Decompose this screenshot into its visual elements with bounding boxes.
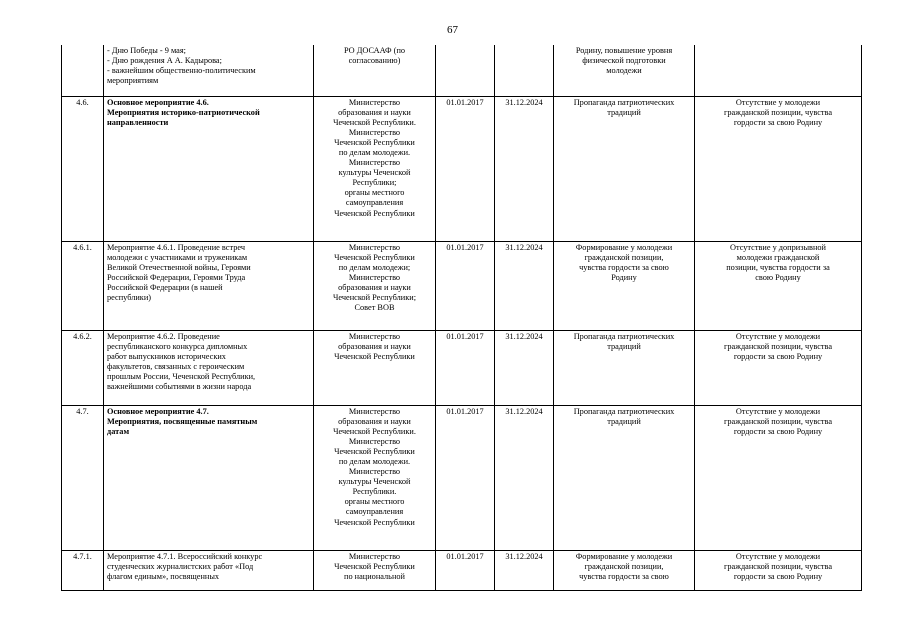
activity-name-line: - Дню рождения А А. Кадырова; (107, 56, 222, 66)
consequence-line: гражданской позиции, чувства (723, 416, 833, 426)
consequence-cell (695, 405, 862, 550)
activity-name-line: Российской Федерации (в нашей (107, 282, 223, 292)
executor-line: Министерство (348, 467, 401, 477)
expected-result-line: Пропаганда патриотических (573, 97, 675, 107)
activity-name-line: республики) (107, 292, 152, 302)
end-date-cell: 31.12.2024 (495, 405, 554, 550)
page-number: 67 (447, 24, 458, 36)
executor-line: Чеченской Республики (334, 446, 415, 456)
executor-line: Министерство (348, 331, 401, 341)
consequence-cell (695, 241, 862, 330)
executor-line: образования и науки (338, 341, 411, 351)
activity-name-line: Основное мероприятие 4.7. (107, 406, 209, 416)
executor-line: по национальной (344, 571, 405, 581)
consequence-line: позиции, чувства гордости за (726, 262, 830, 272)
executor-cell (314, 96, 436, 241)
consequence-line: свою Родину (755, 272, 801, 282)
consequence-line: гражданской позиции, чувства (723, 561, 833, 571)
executor-line: Министерство (348, 97, 401, 107)
expected-result-line: Формирование у молодежи (575, 551, 673, 561)
start-date-cell: 01.01.2017 (436, 241, 495, 330)
executor-cell (314, 45, 436, 96)
executor-line: образования и науки (338, 416, 411, 426)
activity-name-line: студенческих журналистских работ «Под (107, 561, 254, 571)
consequence-cell (695, 550, 862, 590)
executor-line: Совет ВОВ (354, 303, 395, 313)
activity-name-cell (104, 330, 314, 405)
start-date-cell: 01.01.2017 (436, 550, 495, 590)
table-row (62, 241, 862, 330)
expected-result-line: Пропаганда патриотических (573, 406, 675, 416)
table-row (62, 405, 862, 550)
executor-line: Чеченской Республики (334, 517, 415, 527)
executor-line: культуры Чеченской (338, 168, 411, 178)
start-date-cell: 01.01.2017 (436, 330, 495, 405)
executor-line: Чеченской Республики (334, 208, 415, 218)
start-date-cell: 01.01.2017 (436, 96, 495, 241)
executor-line: Чеченской Республики (334, 561, 415, 571)
activity-name-line: республиканского конкурса дипломных (107, 341, 248, 351)
activity-name-line: Мероприятия, посвященные памятным (107, 416, 258, 426)
expected-result-line: традиций (607, 416, 641, 426)
consequence-line: гордости за свою Родину (733, 426, 823, 436)
activity-name-line: прошлым России, Чеченской Республики, (107, 371, 256, 381)
expected-result-line: молодежи (606, 66, 642, 76)
executor-line: органы местного (344, 188, 405, 198)
activity-name-cell (104, 96, 314, 241)
executor-line: Министерство (348, 551, 401, 561)
activity-name-line: факультетов, связанных с героическим (107, 361, 245, 371)
expected-result-cell (554, 405, 695, 550)
row-number-cell: 4.6. (62, 96, 104, 241)
activity-name-line: мероприятиям (107, 76, 159, 86)
expected-result-cell (554, 45, 695, 96)
row-number-cell: 4.7. (62, 405, 104, 550)
consequence-cell (695, 96, 862, 241)
activity-name-line: работ выпускников исторических (107, 351, 226, 361)
expected-result-cell (554, 96, 695, 241)
executor-line: культуры Чеченской (338, 477, 411, 487)
expected-result-line: Родину (611, 272, 637, 282)
activity-name-line: флагом единым», посвященных (107, 571, 220, 581)
end-date-cell (495, 45, 554, 96)
expected-result-line: традиций (607, 341, 641, 351)
activity-name-cell (104, 405, 314, 550)
activity-name-cell (104, 45, 314, 96)
activity-name-line: молодежи с участниками и труженикам (107, 252, 248, 262)
end-date-cell: 31.12.2024 (495, 96, 554, 241)
consequence-line: молодежи гражданской (736, 252, 820, 262)
table-row (62, 96, 862, 241)
consequence-line: Отсутствие у молодежи (735, 406, 821, 416)
consequence-cell (695, 45, 862, 96)
expected-result-cell (554, 330, 695, 405)
consequence-line: Отсутствие у молодежи (735, 97, 821, 107)
expected-result-line: гражданской позиции, (584, 561, 664, 571)
program-table (61, 45, 862, 591)
row-number-cell: 4.6.1. (62, 241, 104, 330)
consequence-line: Отсутствие у допризывной (729, 242, 826, 252)
executor-line: Министерство (348, 436, 401, 446)
row-number-cell: 4.6.2. (62, 330, 104, 405)
executor-cell (314, 330, 436, 405)
executor-line: по делам молодежи. (338, 147, 411, 157)
executor-cell (314, 241, 436, 330)
activity-name-line: Мероприятие 4.6.1. Проведение встреч (107, 242, 246, 252)
expected-result-line: гражданской позиции, (584, 252, 664, 262)
expected-result-line: традиций (607, 107, 641, 117)
activity-name-line: Великой Отечественной войны, Героями (107, 262, 251, 272)
activity-name-line: Основное мероприятие 4.6. (107, 97, 209, 107)
executor-line: РО ДОСААФ (по (343, 46, 406, 55)
activity-name-line: Российской Федерации, Героями Труда (107, 272, 246, 282)
executor-cell (314, 405, 436, 550)
executor-line: Министерство (348, 242, 401, 252)
executor-line: образования и науки (338, 282, 411, 292)
expected-result-line: Формирование у молодежи (575, 242, 673, 252)
executor-line: Чеченской Республики (334, 252, 415, 262)
consequence-line: гражданской позиции, чувства (723, 107, 833, 117)
expected-result-line: Пропаганда патриотических (573, 331, 675, 341)
consequence-line: Отсутствие у молодежи (735, 331, 821, 341)
consequence-line: гражданской позиции, чувства (723, 341, 833, 351)
executor-line: Министерство (348, 272, 401, 282)
expected-result-line: Родину, повышение уровня (575, 46, 673, 55)
executor-line: Министерство (348, 127, 401, 137)
expected-result-line: чувства гордости за свою (579, 571, 669, 581)
expected-result-cell (554, 550, 695, 590)
consequence-line: гордости за свою Родину (733, 571, 823, 581)
activity-name-cell (104, 550, 314, 590)
executor-line: по делам молодежи. (338, 456, 411, 466)
consequence-cell (695, 330, 862, 405)
table-row (62, 45, 862, 96)
executor-line: Чеченской Республики (334, 351, 415, 361)
table-row (62, 550, 862, 590)
expected-result-line: физической подготовки (582, 56, 666, 66)
end-date-cell: 31.12.2024 (495, 550, 554, 590)
executor-line: образования и науки (338, 107, 411, 117)
executor-line: органы местного (344, 497, 405, 507)
row-number-cell: 4.7.1. (62, 550, 104, 590)
table-row (62, 330, 862, 405)
executor-line: Республики; (352, 178, 397, 188)
activity-name-cell (104, 241, 314, 330)
expected-result-line: чувства гордости за свою (579, 262, 669, 272)
executor-line: самоуправления (345, 198, 404, 208)
activity-name-line: датам (107, 426, 130, 436)
end-date-cell: 31.12.2024 (495, 241, 554, 330)
row-number-cell (62, 45, 104, 96)
executor-line: Чеченской Республики. (333, 117, 416, 127)
activity-name-line: Мероприятия историко-патриотической (107, 107, 260, 117)
executor-line: Чеченской Республики. (333, 426, 416, 436)
executor-line: Республики. (352, 487, 397, 497)
executor-line: Чеченской Республики (334, 137, 415, 147)
executor-line: Министерство (348, 406, 401, 416)
executor-line: самоуправления (345, 507, 404, 517)
consequence-line: гордости за свою Родину (733, 117, 823, 127)
executor-cell (314, 550, 436, 590)
activity-name-line: важнейшими событиями в жизни народа (107, 381, 252, 391)
activity-name-line: - Дню Победы - 9 мая; (107, 46, 186, 55)
activity-name-line: Мероприятие 4.6.2. Проведение (107, 331, 220, 341)
activity-name-line: Мероприятие 4.7.1. Всероссийский конкурс (107, 551, 263, 561)
start-date-cell: 01.01.2017 (436, 405, 495, 550)
consequence-line: Отсутствие у молодежи (735, 551, 821, 561)
activity-name-line: - важнейшим общественно-политическим (107, 66, 256, 76)
executor-line: Чеченской Республики; (332, 292, 417, 302)
start-date-cell (436, 45, 495, 96)
expected-result-cell (554, 241, 695, 330)
executor-line: Министерство (348, 158, 401, 168)
end-date-cell: 31.12.2024 (495, 330, 554, 405)
executor-line: по делам молодежи; (338, 262, 411, 272)
consequence-line: гордости за свою Родину (733, 351, 823, 361)
executor-line: согласованию) (348, 56, 401, 66)
activity-name-line: направленности (107, 117, 169, 127)
